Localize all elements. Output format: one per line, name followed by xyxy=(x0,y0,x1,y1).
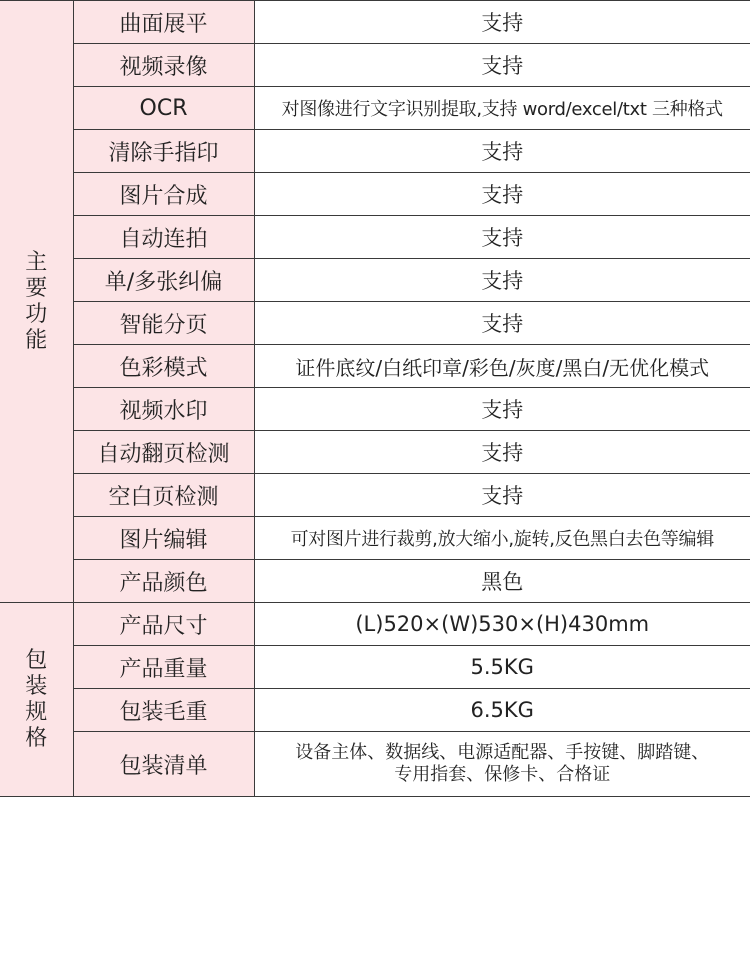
table-row xyxy=(0,302,750,345)
table-row xyxy=(0,345,750,388)
table-row xyxy=(0,517,750,560)
row-value: 6.5KG xyxy=(254,689,750,732)
table-row xyxy=(0,732,750,797)
row-value: (L)520×(W)530×(H)430mm xyxy=(254,603,750,646)
table-row xyxy=(0,173,750,216)
row-label: 自动连拍 xyxy=(73,216,254,259)
row-label: 视频水印 xyxy=(73,388,254,431)
row-label: OCR xyxy=(73,87,254,130)
row-value: 证件底纹/白纸印章/彩色/灰度/黑白/无优化模式 xyxy=(254,345,750,388)
row-value: 可对图片进行裁剪,放大缩小,旋转,反色黑白去色等编辑 xyxy=(254,517,750,560)
row-label: 自动翻页检测 xyxy=(73,431,254,474)
row-value: 支持 xyxy=(254,431,750,474)
table-row xyxy=(0,474,750,517)
row-label: 产品尺寸 xyxy=(73,603,254,646)
row-label: 曲面展平 xyxy=(73,1,254,44)
value-line: 设备主体、数据线、电源适配器、手按键、脚踏键、 xyxy=(295,742,710,763)
row-value: 支持 xyxy=(254,216,750,259)
value-line: 专用指套、保修卡、合格证 xyxy=(394,764,611,785)
row-label: 图片合成 xyxy=(73,173,254,216)
row-label: 包装清单 xyxy=(73,732,254,797)
row-value xyxy=(254,732,750,797)
row-value: 支持 xyxy=(254,1,750,44)
table-row xyxy=(0,130,750,173)
row-label: 空白页检测 xyxy=(73,474,254,517)
row-label: 产品重量 xyxy=(73,646,254,689)
row-value: 支持 xyxy=(254,44,750,87)
table-row xyxy=(0,216,750,259)
row-value: 支持 xyxy=(254,302,750,345)
table-row xyxy=(0,689,750,732)
table-row xyxy=(0,1,750,44)
row-value: 支持 xyxy=(254,474,750,517)
row-value: 黑色 xyxy=(254,560,750,603)
row-label: 清除手指印 xyxy=(73,130,254,173)
row-value: 5.5KG xyxy=(254,646,750,689)
row-label: 图片编辑 xyxy=(73,517,254,560)
table-row xyxy=(0,87,750,130)
table-row xyxy=(0,603,750,646)
row-label: 产品颜色 xyxy=(73,560,254,603)
row-label: 包装毛重 xyxy=(73,689,254,732)
table-row xyxy=(0,560,750,603)
row-label: 视频录像 xyxy=(73,44,254,87)
row-value: 支持 xyxy=(254,388,750,431)
row-value: 支持 xyxy=(254,130,750,173)
row-value: 支持 xyxy=(254,259,750,302)
row-label: 单/多张纠偏 xyxy=(73,259,254,302)
table-row xyxy=(0,259,750,302)
row-label: 色彩模式 xyxy=(73,345,254,388)
row-value: 对图像进行文字识别提取,支持 word/excel/txt 三种格式 xyxy=(254,87,750,130)
category-packaging-spec: 包装规格 xyxy=(0,603,73,797)
row-value: 支持 xyxy=(254,173,750,216)
table-row xyxy=(0,646,750,689)
table-row xyxy=(0,388,750,431)
row-label: 智能分页 xyxy=(73,302,254,345)
category-main-functions: 主要功能 xyxy=(0,1,73,603)
table-row xyxy=(0,44,750,87)
table-row xyxy=(0,431,750,474)
